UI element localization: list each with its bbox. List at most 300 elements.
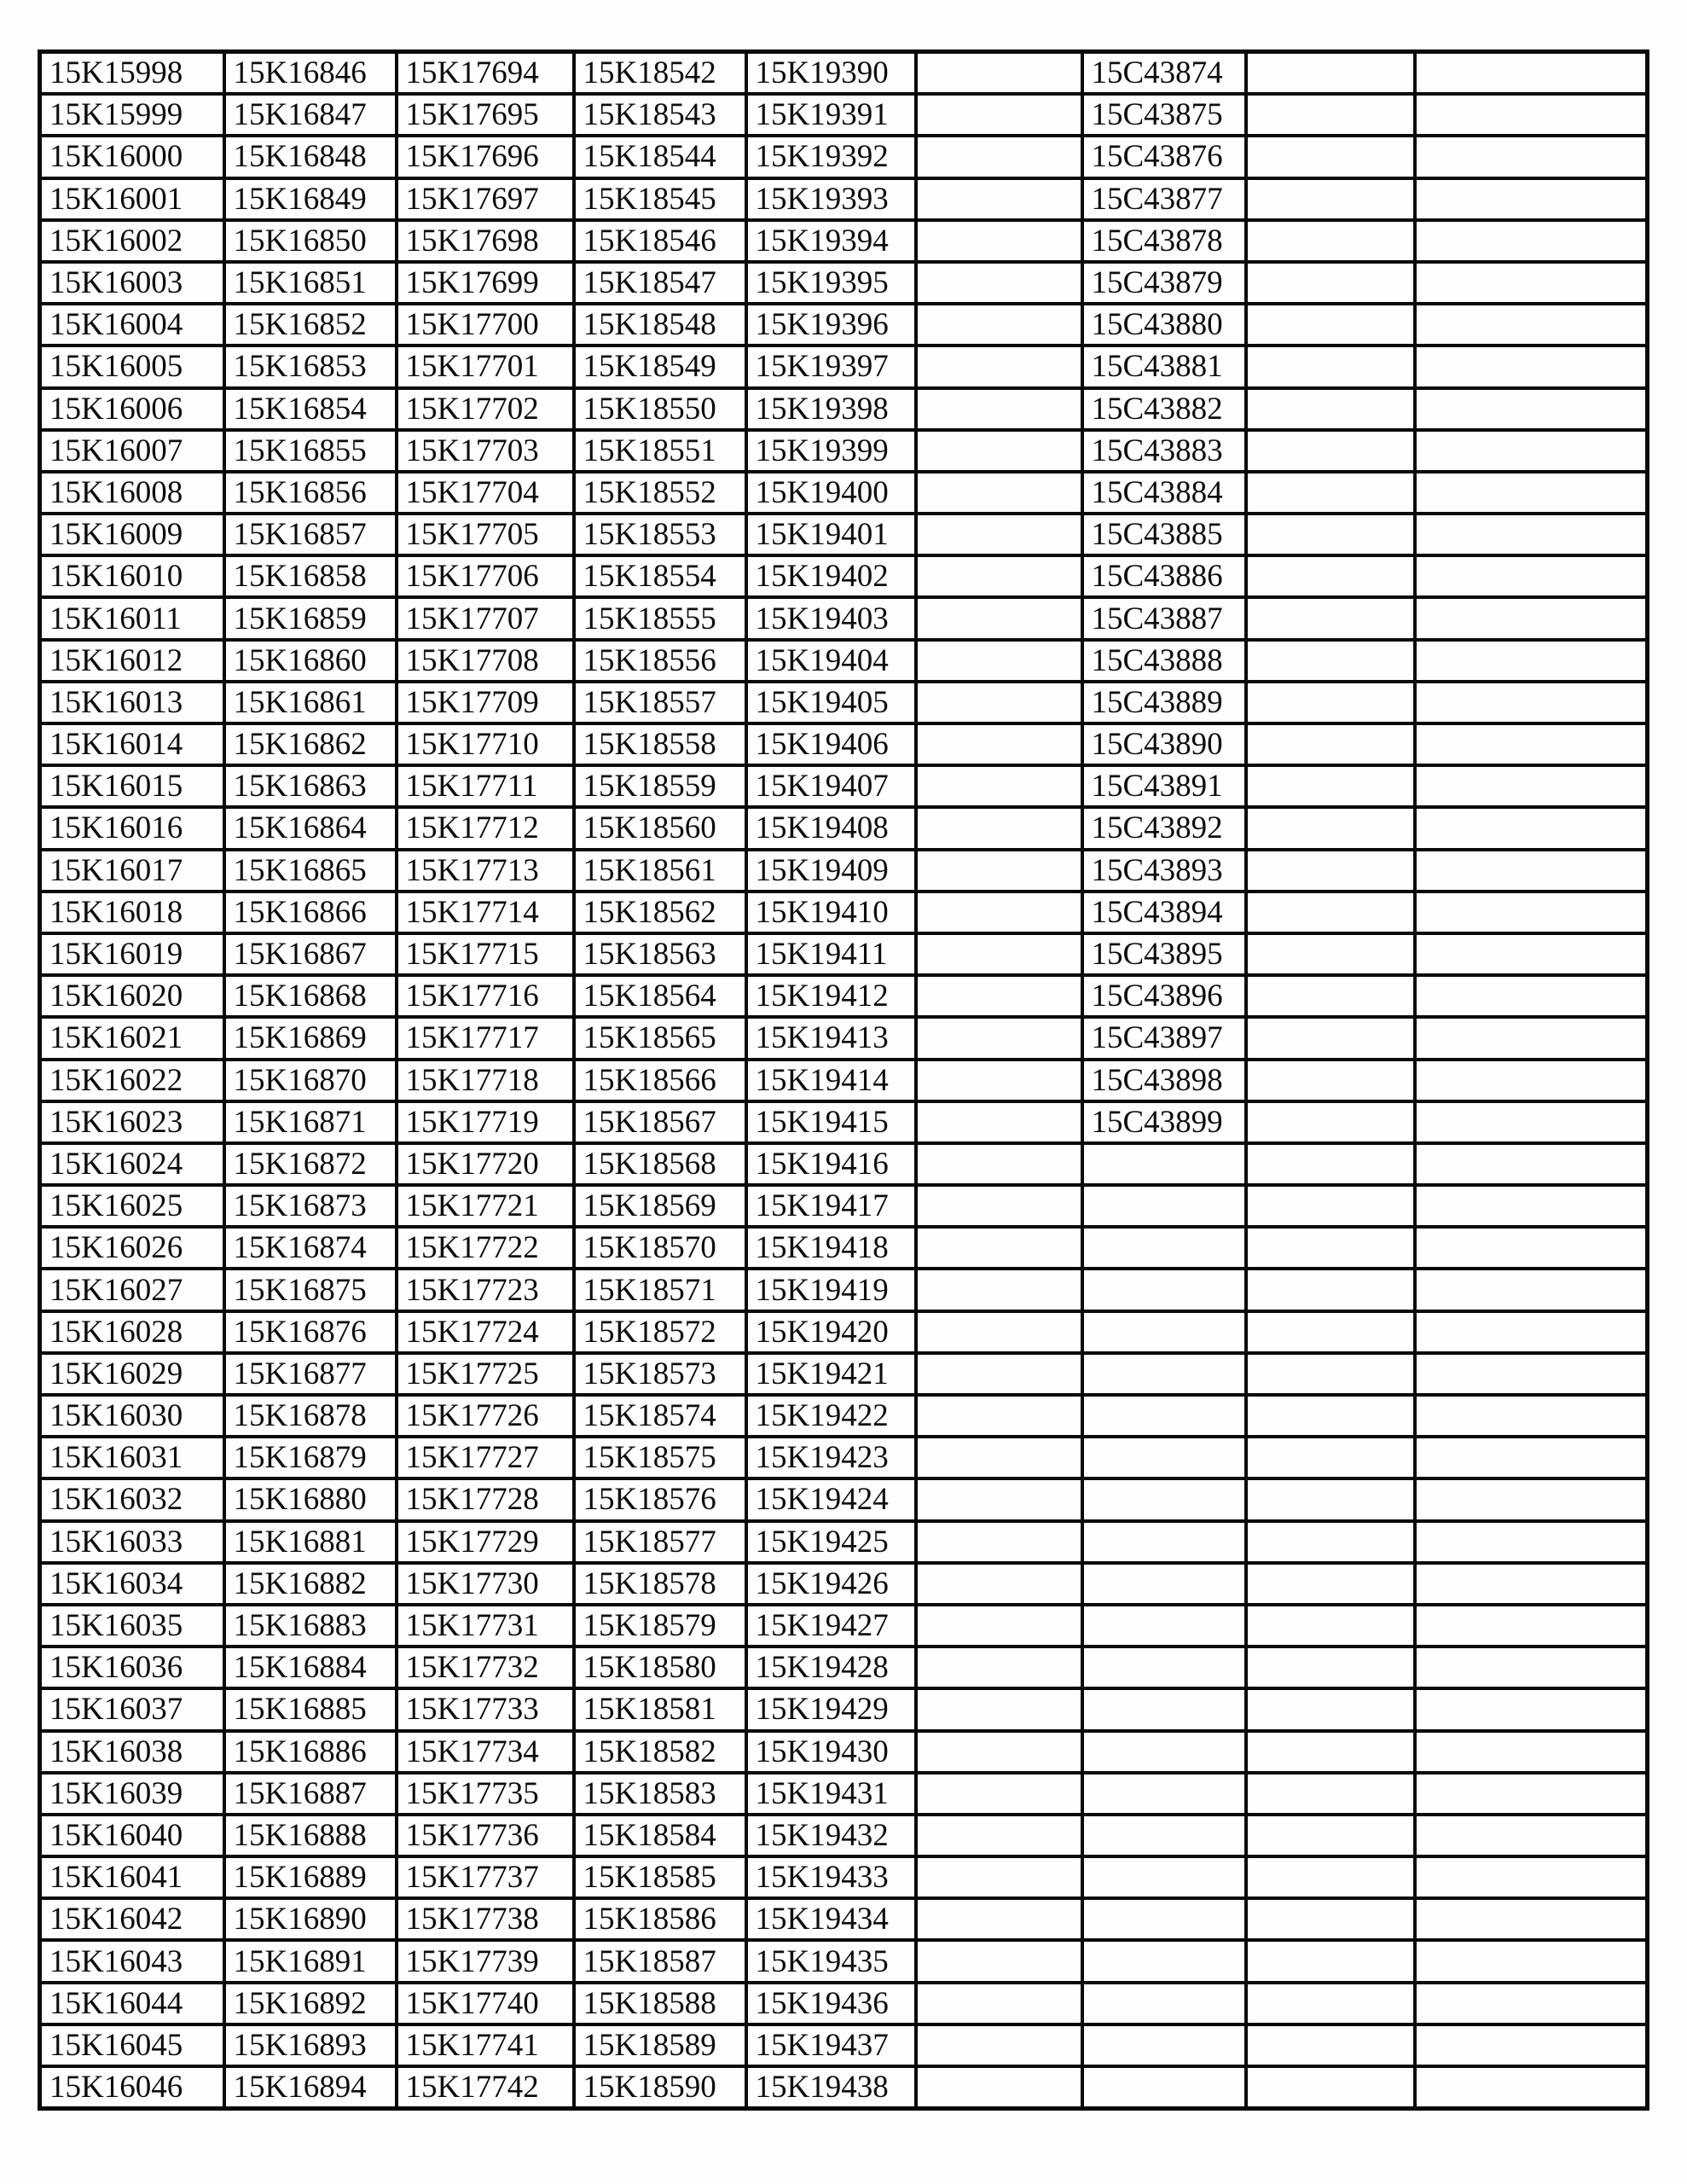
- empty-cell: [1415, 1898, 1648, 1940]
- serial-number-cell: 15K16026: [40, 1227, 224, 1269]
- serial-number-cell: 15C43899: [1082, 1101, 1246, 1143]
- serial-number-cell: 15C43887: [1082, 597, 1246, 639]
- table-row: [40, 1856, 1648, 1898]
- empty-cell: [1415, 178, 1648, 220]
- empty-cell: [916, 2024, 1082, 2066]
- serial-number-cell: 15K16854: [224, 388, 397, 430]
- empty-cell: [1246, 220, 1415, 262]
- serial-number-cell: 15K18558: [574, 723, 746, 765]
- empty-cell: [1415, 1856, 1648, 1898]
- serial-number-cell: 15K16891: [224, 1940, 397, 1982]
- serial-number-cell: 15K18551: [574, 430, 746, 472]
- serial-number-cell: 15K16877: [224, 1353, 397, 1395]
- table-row: [40, 1731, 1648, 1773]
- table-row: [40, 178, 1648, 220]
- table-row: [40, 555, 1648, 597]
- serial-number-cell: 15K16850: [224, 220, 397, 262]
- serial-number-cell: 15K16875: [224, 1269, 397, 1310]
- serial-number-cell: 15K16886: [224, 1731, 397, 1773]
- empty-cell: [1246, 1101, 1415, 1143]
- empty-cell: [1082, 1688, 1246, 1730]
- empty-cell: [1415, 807, 1648, 849]
- serial-number-cell: 15K19394: [746, 220, 916, 262]
- empty-cell: [1082, 1647, 1246, 1688]
- empty-cell: [916, 1940, 1082, 1982]
- empty-cell: [1246, 1856, 1415, 1898]
- serial-number-cell: 15K16863: [224, 765, 397, 807]
- serial-number-cell: 15K19425: [746, 1521, 916, 1563]
- serial-number-cell: 15K19436: [746, 1983, 916, 2024]
- serial-number-cell: 15C43889: [1082, 682, 1246, 723]
- serial-number-cell: 15K16028: [40, 1311, 224, 1353]
- serial-number-cell: 15K17694: [397, 52, 574, 95]
- serial-number-cell: 15K17723: [397, 1269, 574, 1310]
- empty-cell: [1246, 472, 1415, 514]
- serial-number-cell: 15K15998: [40, 52, 224, 95]
- serial-number-cell: 15K18556: [574, 640, 746, 682]
- empty-cell: [1415, 262, 1648, 304]
- serial-number-cell: 15K19391: [746, 94, 916, 136]
- empty-cell: [1246, 1563, 1415, 1605]
- serial-number-cell: 15K18547: [574, 262, 746, 304]
- empty-cell: [1246, 178, 1415, 220]
- serial-number-cell: 15K19414: [746, 1060, 916, 1101]
- empty-cell: [1415, 388, 1648, 430]
- empty-cell: [1415, 640, 1648, 682]
- serial-number-cell: 15K16860: [224, 640, 397, 682]
- serial-number-cell: 15K16858: [224, 555, 397, 597]
- empty-cell: [1246, 807, 1415, 849]
- empty-cell: [1082, 1185, 1246, 1227]
- serial-number-cell: 15K17712: [397, 807, 574, 849]
- empty-cell: [1246, 346, 1415, 387]
- empty-cell: [916, 850, 1082, 892]
- serial-number-cell: 15K16046: [40, 2066, 224, 2109]
- serial-number-cell: 15K19428: [746, 1647, 916, 1688]
- serial-number-cell: 15K17728: [397, 1478, 574, 1520]
- table-row: [40, 1521, 1648, 1563]
- serial-number-cell: 15K17731: [397, 1605, 574, 1647]
- serial-number-cell: 15K16888: [224, 1815, 397, 1856]
- serial-number-cell: 15K16042: [40, 1898, 224, 1940]
- empty-cell: [1246, 2024, 1415, 2066]
- table-row: [40, 1898, 1648, 1940]
- serial-number-cell: 15K18542: [574, 52, 746, 95]
- empty-cell: [1415, 514, 1648, 555]
- empty-cell: [1415, 1395, 1648, 1437]
- serial-number-cell: 15C43888: [1082, 640, 1246, 682]
- serial-number-cell: 15K16044: [40, 1983, 224, 2024]
- empty-cell: [916, 933, 1082, 975]
- serial-number-cell: 15C43894: [1082, 892, 1246, 933]
- serial-number-cell: 15K16019: [40, 933, 224, 975]
- serial-number-cell: 15C43886: [1082, 555, 1246, 597]
- serial-number-cell: 15K19406: [746, 723, 916, 765]
- serial-number-cell: 15K19424: [746, 1478, 916, 1520]
- serial-number-cell: 15K16025: [40, 1185, 224, 1227]
- serial-number-cell: 15K16040: [40, 1815, 224, 1856]
- table-row: [40, 1605, 1648, 1647]
- serial-number-cell: 15K18550: [574, 388, 746, 430]
- serial-number-cell: 15K19396: [746, 304, 916, 346]
- serial-number-cell: 15K17734: [397, 1731, 574, 1773]
- serial-number-cell: 15K19435: [746, 1940, 916, 1982]
- empty-cell: [1246, 1185, 1415, 1227]
- serial-number-cell: 15K17699: [397, 262, 574, 304]
- empty-cell: [1082, 1731, 1246, 1773]
- empty-cell: [916, 1478, 1082, 1520]
- serial-number-cell: 15K19418: [746, 1227, 916, 1269]
- serial-number-cell: 15K16016: [40, 807, 224, 849]
- serial-number-cell: 15K19401: [746, 514, 916, 555]
- serial-number-cell: 15K18564: [574, 975, 746, 1017]
- serial-number-cell: 15K17738: [397, 1898, 574, 1940]
- serial-number-cell: 15K17739: [397, 1940, 574, 1982]
- table-row: [40, 472, 1648, 514]
- serial-number-cell: 15K16882: [224, 1563, 397, 1605]
- serial-number-cell: 15K17705: [397, 514, 574, 555]
- serial-number-cell: 15K17724: [397, 1311, 574, 1353]
- serial-number-cell: 15K18584: [574, 1815, 746, 1856]
- empty-cell: [916, 94, 1082, 136]
- serial-number-cell: 15K19402: [746, 555, 916, 597]
- serial-number-cell: 15K16857: [224, 514, 397, 555]
- empty-cell: [1246, 1395, 1415, 1437]
- serial-number-cell: 15K17704: [397, 472, 574, 514]
- serial-number-cell: 15K19420: [746, 1311, 916, 1353]
- serial-number-cell: 15K18566: [574, 1060, 746, 1101]
- serial-number-cell: 15K17742: [397, 2066, 574, 2109]
- empty-cell: [916, 1731, 1082, 1773]
- serial-number-cell: 15K16871: [224, 1101, 397, 1143]
- empty-cell: [1415, 1563, 1648, 1605]
- empty-cell: [1246, 1017, 1415, 1059]
- serial-number-cell: 15C43892: [1082, 807, 1246, 849]
- empty-cell: [1415, 850, 1648, 892]
- serial-number-cell: 15K16853: [224, 346, 397, 387]
- empty-cell: [916, 1563, 1082, 1605]
- empty-cell: [916, 178, 1082, 220]
- serial-number-cell: 15K16003: [40, 262, 224, 304]
- empty-cell: [1415, 555, 1648, 597]
- empty-cell: [916, 388, 1082, 430]
- empty-cell: [1415, 472, 1648, 514]
- empty-cell: [916, 1647, 1082, 1688]
- table-row: [40, 1311, 1648, 1353]
- empty-cell: [1415, 94, 1648, 136]
- table-row: [40, 1185, 1648, 1227]
- serial-number-cell: 15C43895: [1082, 933, 1246, 975]
- table-row: [40, 1143, 1648, 1185]
- empty-cell: [1246, 1060, 1415, 1101]
- serial-number-cell: 15K19438: [746, 2066, 916, 2109]
- empty-cell: [1246, 723, 1415, 765]
- empty-cell: [916, 807, 1082, 849]
- serial-number-cell: 15K19433: [746, 1856, 916, 1898]
- serial-number-cell: 15K17695: [397, 94, 574, 136]
- table-row: [40, 1773, 1648, 1815]
- serial-number-cell: 15K16865: [224, 850, 397, 892]
- serial-number-cell: 15C43898: [1082, 1060, 1246, 1101]
- serial-number-cell: 15K17727: [397, 1437, 574, 1478]
- serial-number-cell: 15K18574: [574, 1395, 746, 1437]
- table-row: [40, 2066, 1648, 2109]
- serial-number-cell: 15K17706: [397, 555, 574, 597]
- serial-number-cell: 15K16045: [40, 2024, 224, 2066]
- empty-cell: [916, 1856, 1082, 1898]
- serial-number-cell: 15K16001: [40, 178, 224, 220]
- empty-cell: [916, 220, 1082, 262]
- empty-cell: [1415, 346, 1648, 387]
- empty-cell: [1415, 1521, 1648, 1563]
- serial-number-cell: 15K18575: [574, 1437, 746, 1478]
- empty-cell: [1415, 1353, 1648, 1395]
- serial-number-cell: 15K16017: [40, 850, 224, 892]
- serial-number-cell: 15K16013: [40, 682, 224, 723]
- serial-number-cell: 15K16006: [40, 388, 224, 430]
- serial-number-cell: 15K19390: [746, 52, 916, 95]
- empty-cell: [1246, 1521, 1415, 1563]
- table-row: [40, 304, 1648, 346]
- table-row: [40, 807, 1648, 849]
- serial-number-cell: 15K17702: [397, 388, 574, 430]
- serial-number-cell: 15K16876: [224, 1311, 397, 1353]
- serial-number-table: [38, 49, 1649, 2111]
- empty-cell: [1246, 850, 1415, 892]
- serial-number-cell: 15K18577: [574, 1521, 746, 1563]
- table-row: [40, 1563, 1648, 1605]
- empty-cell: [916, 1353, 1082, 1395]
- empty-cell: [1415, 2066, 1648, 2109]
- serial-number-cell: 15K16043: [40, 1940, 224, 1982]
- serial-number-cell: 15K18588: [574, 1983, 746, 2024]
- serial-number-cell: 15C43875: [1082, 94, 1246, 136]
- serial-number-cell: 15K19427: [746, 1605, 916, 1647]
- table-row: [40, 850, 1648, 892]
- serial-number-cell: 15K18590: [574, 2066, 746, 2109]
- serial-number-cell: 15K19400: [746, 472, 916, 514]
- serial-number-cell: 15K18578: [574, 1563, 746, 1605]
- empty-cell: [1415, 2024, 1648, 2066]
- empty-cell: [1415, 1478, 1648, 1520]
- serial-number-cell: 15K16029: [40, 1353, 224, 1395]
- serial-number-cell: 15K18573: [574, 1353, 746, 1395]
- serial-number-cell: 15C43883: [1082, 430, 1246, 472]
- empty-cell: [1415, 1227, 1648, 1269]
- serial-number-cell: 15K18579: [574, 1605, 746, 1647]
- empty-cell: [1246, 1815, 1415, 1856]
- serial-number-cell: 15K16021: [40, 1017, 224, 1059]
- empty-cell: [1415, 1311, 1648, 1353]
- serial-number-cell: 15K16852: [224, 304, 397, 346]
- empty-cell: [1246, 1437, 1415, 1478]
- serial-number-cell: 15K16861: [224, 682, 397, 723]
- serial-number-cell: 15K18583: [574, 1773, 746, 1815]
- empty-cell: [916, 1227, 1082, 1269]
- empty-cell: [1082, 1773, 1246, 1815]
- table-row: [40, 1815, 1648, 1856]
- serial-number-table-body: [40, 52, 1648, 2109]
- serial-number-cell: 15K16033: [40, 1521, 224, 1563]
- serial-number-cell: 15K18587: [574, 1940, 746, 1982]
- empty-cell: [1246, 597, 1415, 639]
- serial-number-cell: 15K19422: [746, 1395, 916, 1437]
- serial-number-cell: 15K16885: [224, 1688, 397, 1730]
- serial-number-cell: 15K17707: [397, 597, 574, 639]
- serial-number-cell: 15K18569: [574, 1185, 746, 1227]
- serial-number-cell: 15K16031: [40, 1437, 224, 1478]
- serial-number-cell: 15K16867: [224, 933, 397, 975]
- serial-number-cell: 15K16008: [40, 472, 224, 514]
- empty-cell: [916, 1269, 1082, 1310]
- empty-cell: [1082, 1227, 1246, 1269]
- empty-cell: [1082, 1478, 1246, 1520]
- empty-cell: [1415, 220, 1648, 262]
- serial-number-cell: 15K16869: [224, 1017, 397, 1059]
- table-row: [40, 933, 1648, 975]
- serial-number-cell: 15C43897: [1082, 1017, 1246, 1059]
- table-row: [40, 1017, 1648, 1059]
- table-row: [40, 1983, 1648, 2024]
- serial-number-cell: 15K18570: [574, 1227, 746, 1269]
- serial-number-cell: 15K15999: [40, 94, 224, 136]
- empty-cell: [1246, 1143, 1415, 1185]
- serial-number-cell: 15K17737: [397, 1856, 574, 1898]
- serial-number-cell: 15K19437: [746, 2024, 916, 2066]
- serial-number-cell: 15K16039: [40, 1773, 224, 1815]
- empty-cell: [1246, 933, 1415, 975]
- empty-cell: [916, 892, 1082, 933]
- serial-number-cell: 15K17722: [397, 1227, 574, 1269]
- serial-number-cell: 15K19413: [746, 1017, 916, 1059]
- serial-number-cell: 15K19399: [746, 430, 916, 472]
- table-row: [40, 346, 1648, 387]
- empty-cell: [1246, 555, 1415, 597]
- serial-number-cell: 15K16893: [224, 2024, 397, 2066]
- serial-number-cell: 15K18561: [574, 850, 746, 892]
- serial-number-cell: 15C43874: [1082, 52, 1246, 95]
- serial-number-cell: 15K18560: [574, 807, 746, 849]
- serial-number-cell: 15K19403: [746, 597, 916, 639]
- empty-cell: [1082, 1395, 1246, 1437]
- empty-cell: [1082, 2024, 1246, 2066]
- empty-cell: [1082, 1143, 1246, 1185]
- serial-number-cell: 15K16041: [40, 1856, 224, 1898]
- empty-cell: [1246, 1773, 1415, 1815]
- serial-number-cell: 15K19404: [746, 640, 916, 682]
- empty-cell: [1415, 1185, 1648, 1227]
- serial-number-cell: 15K18585: [574, 1856, 746, 1898]
- serial-number-cell: 15K16851: [224, 262, 397, 304]
- serial-number-cell: 15K16027: [40, 1269, 224, 1310]
- serial-number-cell: 15K16037: [40, 1688, 224, 1730]
- empty-cell: [1415, 1143, 1648, 1185]
- serial-number-cell: 15K19395: [746, 262, 916, 304]
- table-row: [40, 52, 1648, 95]
- empty-cell: [1246, 892, 1415, 933]
- serial-number-cell: 15K18557: [574, 682, 746, 723]
- serial-number-cell: 15K18546: [574, 220, 746, 262]
- empty-cell: [1415, 597, 1648, 639]
- serial-number-cell: 15K17713: [397, 850, 574, 892]
- serial-number-cell: 15K16881: [224, 1521, 397, 1563]
- table-row: [40, 1688, 1648, 1730]
- empty-cell: [1415, 1983, 1648, 2024]
- serial-number-cell: 15K16878: [224, 1395, 397, 1437]
- serial-number-cell: 15K19410: [746, 892, 916, 933]
- serial-number-cell: 15K19397: [746, 346, 916, 387]
- serial-number-cell: 15K17708: [397, 640, 574, 682]
- table-row: [40, 262, 1648, 304]
- table-row: [40, 640, 1648, 682]
- serial-number-cell: 15K16034: [40, 1563, 224, 1605]
- empty-cell: [1415, 1269, 1648, 1310]
- serial-number-cell: 15K16002: [40, 220, 224, 262]
- empty-cell: [1415, 304, 1648, 346]
- serial-number-cell: 15K16024: [40, 1143, 224, 1185]
- table-row: [40, 2024, 1648, 2066]
- empty-cell: [916, 472, 1082, 514]
- empty-cell: [1082, 1437, 1246, 1478]
- table-row: [40, 1269, 1648, 1310]
- serial-number-cell: 15C43882: [1082, 388, 1246, 430]
- empty-cell: [1415, 1815, 1648, 1856]
- serial-number-cell: 15K16038: [40, 1731, 224, 1773]
- empty-cell: [1415, 1940, 1648, 1982]
- serial-number-cell: 15K19411: [746, 933, 916, 975]
- serial-number-cell: 15K17717: [397, 1017, 574, 1059]
- serial-number-cell: 15K19423: [746, 1437, 916, 1478]
- empty-cell: [1082, 1353, 1246, 1395]
- serial-number-cell: 15C43877: [1082, 178, 1246, 220]
- serial-number-cell: 15K16015: [40, 765, 224, 807]
- serial-number-cell: 15K17716: [397, 975, 574, 1017]
- serial-number-cell: 15K16866: [224, 892, 397, 933]
- empty-cell: [916, 723, 1082, 765]
- empty-cell: [916, 1101, 1082, 1143]
- empty-cell: [916, 1773, 1082, 1815]
- serial-number-cell: 15K18580: [574, 1647, 746, 1688]
- serial-number-cell: 15K17696: [397, 136, 574, 177]
- serial-number-cell: 15K18544: [574, 136, 746, 177]
- serial-number-cell: 15C43891: [1082, 765, 1246, 807]
- empty-cell: [1082, 1898, 1246, 1940]
- serial-number-cell: 15K19419: [746, 1269, 916, 1310]
- serial-number-cell: 15K18562: [574, 892, 746, 933]
- serial-number-cell: 15K16868: [224, 975, 397, 1017]
- serial-number-cell: 15K16005: [40, 346, 224, 387]
- empty-cell: [916, 975, 1082, 1017]
- serial-number-cell: 15K16873: [224, 1185, 397, 1227]
- empty-cell: [916, 262, 1082, 304]
- empty-cell: [1246, 1269, 1415, 1310]
- empty-cell: [1246, 1605, 1415, 1647]
- serial-number-cell: 15K17697: [397, 178, 574, 220]
- empty-cell: [916, 304, 1082, 346]
- serial-number-cell: 15K17698: [397, 220, 574, 262]
- table-row: [40, 892, 1648, 933]
- empty-cell: [1415, 933, 1648, 975]
- serial-number-cell: 15K16849: [224, 178, 397, 220]
- empty-cell: [916, 1521, 1082, 1563]
- table-row: [40, 765, 1648, 807]
- empty-cell: [1246, 1353, 1415, 1395]
- serial-number-cell: 15C43890: [1082, 723, 1246, 765]
- empty-cell: [1246, 136, 1415, 177]
- serial-number-cell: 15K18589: [574, 2024, 746, 2066]
- serial-number-cell: 15K18576: [574, 1478, 746, 1520]
- serial-number-cell: 15K16036: [40, 1647, 224, 1688]
